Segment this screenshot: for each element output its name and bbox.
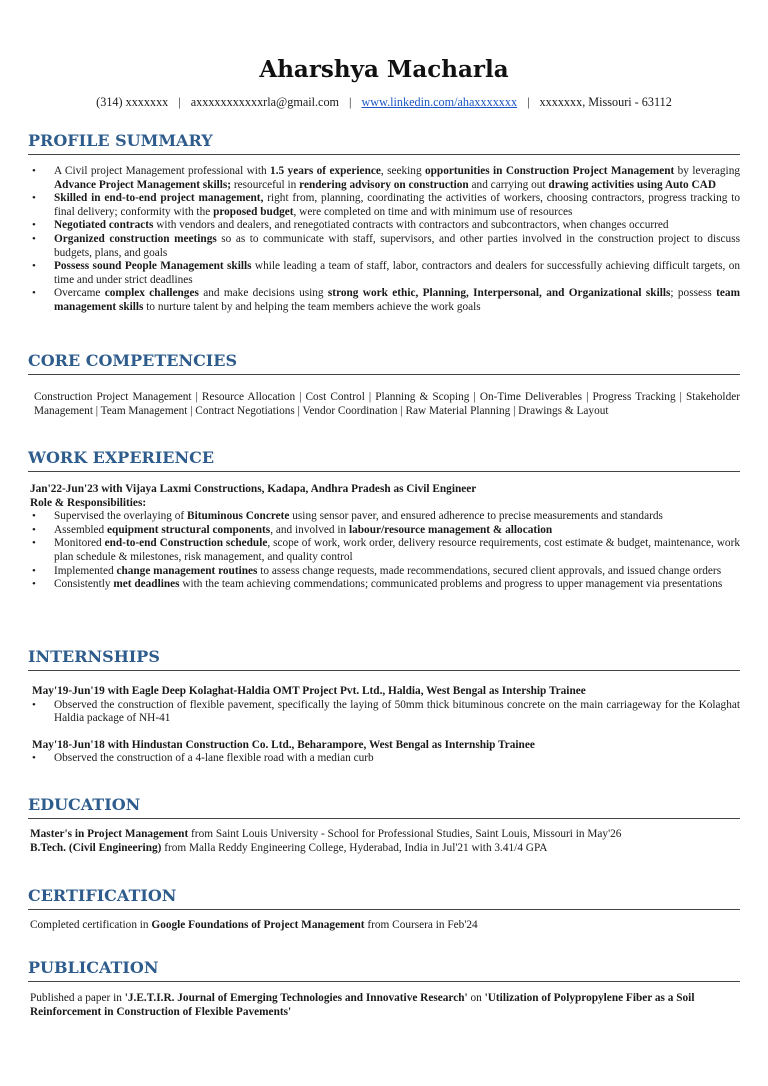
section-heading: INTERNSHIPS <box>28 647 740 671</box>
contact-line <box>28 95 740 110</box>
education-entry: Master's in Project Management from Saint Louis University - School for Professional Studies, Saint Louis, Missouri in May'26 <box>30 828 622 840</box>
list-item: • Possess sound People Management skills while leading a team of staff, labor, contractors and dealers for successfully achieving difficult targets, on time and under strict deadlines <box>28 260 740 287</box>
section-heading: PUBLICATION <box>28 958 740 982</box>
separator: | <box>349 95 352 109</box>
list-item: • Supervised the overlaying of Bituminous Concrete using sensor paver, and ensured adherence to precise measurements and standards <box>28 510 740 524</box>
section-heading: PROFILE SUMMARY <box>28 131 740 155</box>
list-item: • Monitored end-to-end Construction schedule, scope of work, work order, delivery resource requirements, cost estimate & budget, maintenance, work plan schedule & milestones, risk management, and quality control <box>28 537 740 564</box>
list-item: • Skilled in end-to-end project management, right from, planning, coordinating the activities of workers, choosing contractors, progress tracking to final delivery; conformity with the proposed budget, were completed on time and with minimum use of resources <box>28 192 740 219</box>
location: xxxxxxx, Missouri - 63112 <box>539 95 672 109</box>
certification-section <box>28 886 740 933</box>
core-competencies-section <box>28 351 740 418</box>
list-item: • Observed the construction of a 4-lane flexible road with a median curb <box>28 752 740 766</box>
internship-title: May'19-Jun'19 with Eagle Deep Kolaghat-Haldia OMT Project Pvt. Ltd., Haldia, West Bengal as Intership Trainee <box>32 685 586 697</box>
profile-list <box>28 165 740 315</box>
publication-section <box>28 958 740 1019</box>
internship-list <box>28 699 740 726</box>
separator: | <box>178 95 181 109</box>
candidate-name: Aharshya Macharla <box>259 56 509 83</box>
internships-section <box>28 647 740 766</box>
section-heading: WORK EXPERIENCE <box>28 448 740 472</box>
list-item: • Consistently met deadlines with the team achieving commendations; communicated problems and progress to upper management via presentations <box>28 578 740 592</box>
list-item: • A Civil project Management professional with 1.5 years of experience, seeking opportunities in Construction Project Management by leveraging Advance Project Management skills; resourceful in rendering advisory on construction and carrying out drawing activities using Auto CAD <box>28 165 740 192</box>
certification-entry: Completed certification in Google Foundations of Project Management from Coursera in Feb'24 <box>30 919 478 931</box>
section-heading: EDUCATION <box>28 795 740 819</box>
phone: (314) xxxxxxx <box>96 95 169 109</box>
education-section <box>28 795 740 855</box>
list-item: • Assembled equipment structural components, and involved in labour/resource management & allocation <box>28 524 740 538</box>
list-item: • Negotiated contracts with vendors and dealers, and renegotiated contracts with contractors and subcontractors, when changes occurred <box>28 219 740 233</box>
profile-summary-section <box>28 131 740 315</box>
internship-list <box>28 752 740 766</box>
competencies-text: Construction Project Management | Resource Allocation | Cost Control | Planning & Scoping | On-Time Deliverables | Progress Tracking | Stakeholder Management | Team Management | Contract Negotiations | Vendor Coordination | Raw Material Planning | Drawings & Layout <box>34 391 740 417</box>
email[interactable]: axxxxxxxxxxxrla@gmail.com <box>190 95 340 109</box>
work-list <box>28 510 740 592</box>
job-title: Jan'22-Jun'23 with Vijaya Laxmi Constructions, Kadapa, Andhra Pradesh as Civil Engineer <box>30 483 477 495</box>
section-heading: CORE COMPETENCIES <box>28 351 740 375</box>
education-entry: B.Tech. (Civil Engineering) from Malla Reddy Engineering College, Hyderabad, India in Jul'21 with 3.41/4 GPA <box>30 841 548 854</box>
list-item: • Organized construction meetings so as to communicate with staff, supervisors, and other parties involved in the construction project to discuss budgets, plans, and goals <box>28 233 740 260</box>
linkedin-link[interactable]: www.linkedin.com/ahaxxxxxxx <box>361 95 518 109</box>
work-experience-section <box>28 448 740 592</box>
publication-entry: Published a paper in 'J.E.T.I.R. Journal of Emerging Technologies and Innovative Research' on 'Utilization of Polypropylene Fiber as a Soil Reinforcement in Construction of Flexible Pavements' <box>30 992 695 1018</box>
internship-title: May'18-Jun'18 with Hindustan Construction Co. Ltd., Beharampore, West Bengal as Internship Trainee <box>32 738 535 751</box>
list-item: • Observed the construction of flexible pavement, specifically the laying of 50mm thick bituminous concrete on the main carriageway for the Kolaghat Haldia package of NH-41 <box>28 699 740 726</box>
role-heading: Role & Responsibilities: <box>30 496 147 509</box>
list-item: • Implemented change management routines to assess change requests, made recommendations, secured client approvals, and issued change orders <box>28 565 740 579</box>
separator: | <box>527 95 530 109</box>
list-item: • Overcame complex challenges and make decisions using strong work ethic, Planning, Interpersonal, and Organizational skills; possess team management skills to nurture talent by and helping the team members achieve the work goals <box>28 287 740 314</box>
section-heading: CERTIFICATION <box>28 886 740 910</box>
